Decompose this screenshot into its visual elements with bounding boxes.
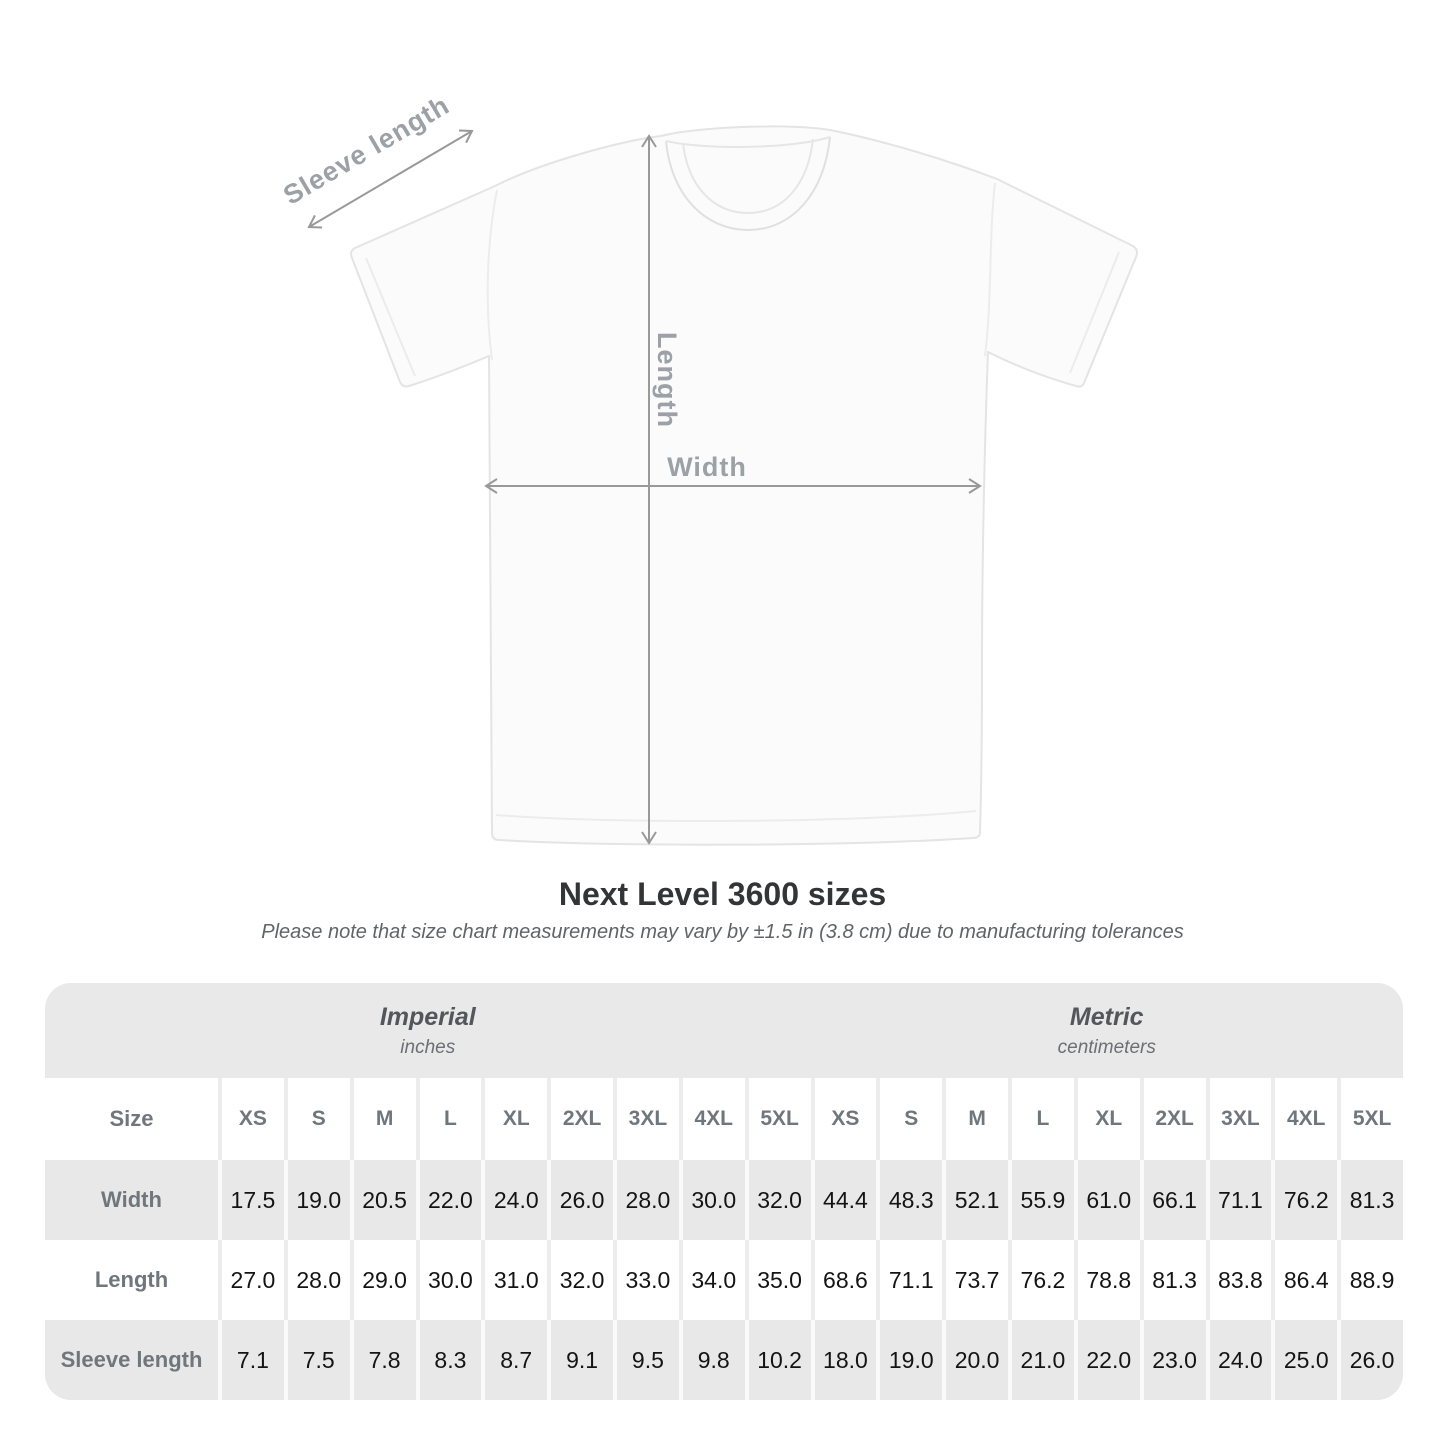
value-cell-imperial: 17.5	[218, 1160, 284, 1240]
value-cell-metric: 81.3	[1337, 1160, 1403, 1240]
size-header-imperial-s: S	[284, 1078, 350, 1160]
value-cell-metric: 78.8	[1074, 1240, 1140, 1320]
value-cell-metric: 81.3	[1140, 1240, 1206, 1320]
value-cell-metric: 52.1	[942, 1160, 1008, 1240]
value-cell-imperial: 9.1	[547, 1320, 613, 1400]
value-cell-imperial: 27.0	[218, 1240, 284, 1320]
page-title: Next Level 3600 sizes	[558, 876, 887, 912]
length-label: Length	[652, 332, 682, 428]
value-cell-metric: 71.1	[1206, 1160, 1272, 1240]
size-header-metric-3xl: 3XL	[1206, 1078, 1272, 1160]
value-cell-metric: 83.8	[1206, 1240, 1272, 1320]
value-cell-imperial: 8.7	[481, 1320, 547, 1400]
table-row	[45, 1160, 1403, 1240]
value-cell-metric: 86.4	[1271, 1240, 1337, 1320]
imperial-label: Imperial	[379, 1002, 476, 1031]
imperial-group-header	[45, 983, 811, 1078]
value-cell-metric: 68.6	[811, 1240, 877, 1320]
value-cell-metric: 24.0	[1206, 1320, 1272, 1400]
size-header-metric-l: L	[1008, 1078, 1074, 1160]
size-header-imperial-xl: XL	[481, 1078, 547, 1160]
value-cell-imperial: 31.0	[481, 1240, 547, 1320]
value-cell-imperial: 26.0	[547, 1160, 613, 1240]
size-header-row	[45, 1078, 1403, 1160]
size-table-body	[45, 1160, 1403, 1400]
size-header-imperial-2xl: 2XL	[547, 1078, 613, 1160]
tolerance-note: Please note that size chart measurements may vary by ±1.5 in (3.8 cm) due to manufacturing tolerances	[261, 921, 1184, 943]
table-row	[45, 1240, 1403, 1320]
value-cell-imperial: 19.0	[284, 1160, 350, 1240]
value-cell-metric: 18.0	[811, 1320, 877, 1400]
value-cell-metric: 22.0	[1074, 1320, 1140, 1400]
value-cell-imperial: 32.0	[547, 1240, 613, 1320]
table-row	[45, 1320, 1403, 1400]
value-cell-imperial: 35.0	[745, 1240, 811, 1320]
unit-header-band	[45, 983, 1403, 1078]
value-cell-metric: 66.1	[1140, 1160, 1206, 1240]
size-header-metric-2xl: 2XL	[1140, 1078, 1206, 1160]
value-cell-imperial: 30.0	[416, 1240, 482, 1320]
value-cell-imperial: 10.2	[745, 1320, 811, 1400]
size-header-imperial-5xl: 5XL	[745, 1078, 811, 1160]
value-cell-imperial: 22.0	[416, 1160, 482, 1240]
size-header-metric-4xl: 4XL	[1271, 1078, 1337, 1160]
value-cell-metric: 25.0	[1271, 1320, 1337, 1400]
value-cell-imperial: 34.0	[679, 1240, 745, 1320]
value-cell-metric: 44.4	[811, 1160, 877, 1240]
value-cell-imperial: 29.0	[350, 1240, 416, 1320]
metric-label: Metric	[1069, 1002, 1144, 1031]
size-header-imperial-l: L	[416, 1078, 482, 1160]
value-cell-imperial: 24.0	[481, 1160, 547, 1240]
imperial-unit: inches	[400, 1036, 456, 1058]
value-cell-metric: 19.0	[876, 1320, 942, 1400]
value-cell-metric: 55.9	[1008, 1160, 1074, 1240]
size-column-label: Size	[109, 1106, 154, 1131]
row-label: Length	[94, 1267, 169, 1292]
value-cell-imperial: 7.1	[218, 1320, 284, 1400]
size-header-imperial-3xl: 3XL	[613, 1078, 679, 1160]
row-label: Width	[101, 1187, 162, 1212]
metric-unit: centimeters	[1057, 1036, 1156, 1058]
value-cell-imperial: 20.5	[350, 1160, 416, 1240]
size-header-imperial-4xl: 4XL	[679, 1078, 745, 1160]
value-cell-imperial: 7.8	[350, 1320, 416, 1400]
value-cell-metric: 20.0	[942, 1320, 1008, 1400]
size-table	[45, 983, 1403, 1400]
value-cell-metric: 61.0	[1074, 1160, 1140, 1240]
sleeve-length-label: Sleeve length	[278, 89, 455, 211]
value-cell-metric: 76.2	[1008, 1240, 1074, 1320]
metric-group-header	[811, 983, 1404, 1078]
size-header-metric-xs: XS	[811, 1078, 877, 1160]
value-cell-imperial: 9.5	[613, 1320, 679, 1400]
value-cell-metric: 21.0	[1008, 1320, 1074, 1400]
value-cell-imperial: 30.0	[679, 1160, 745, 1240]
row-label: Sleeve length	[60, 1347, 203, 1372]
value-cell-metric: 88.9	[1337, 1240, 1403, 1320]
size-header-metric-5xl: 5XL	[1337, 1078, 1403, 1160]
value-cell-imperial: 33.0	[613, 1240, 679, 1320]
value-cell-imperial: 9.8	[679, 1320, 745, 1400]
size-header-metric-xl: XL	[1074, 1078, 1140, 1160]
value-cell-imperial: 28.0	[284, 1240, 350, 1320]
value-cell-imperial: 28.0	[613, 1160, 679, 1240]
value-cell-imperial: 8.3	[416, 1320, 482, 1400]
size-header-metric-m: M	[942, 1078, 1008, 1160]
size-header-metric-s: S	[876, 1078, 942, 1160]
value-cell-metric: 76.2	[1271, 1160, 1337, 1240]
size-header-imperial-xs: XS	[218, 1078, 284, 1160]
value-cell-imperial: 7.5	[284, 1320, 350, 1400]
size-header-imperial-m: M	[350, 1078, 416, 1160]
value-cell-imperial: 32.0	[745, 1160, 811, 1240]
value-cell-metric: 71.1	[876, 1240, 942, 1320]
value-cell-metric: 73.7	[942, 1240, 1008, 1320]
width-label: Width	[667, 452, 747, 482]
value-cell-metric: 48.3	[876, 1160, 942, 1240]
value-cell-metric: 26.0	[1337, 1320, 1403, 1400]
value-cell-metric: 23.0	[1140, 1320, 1206, 1400]
